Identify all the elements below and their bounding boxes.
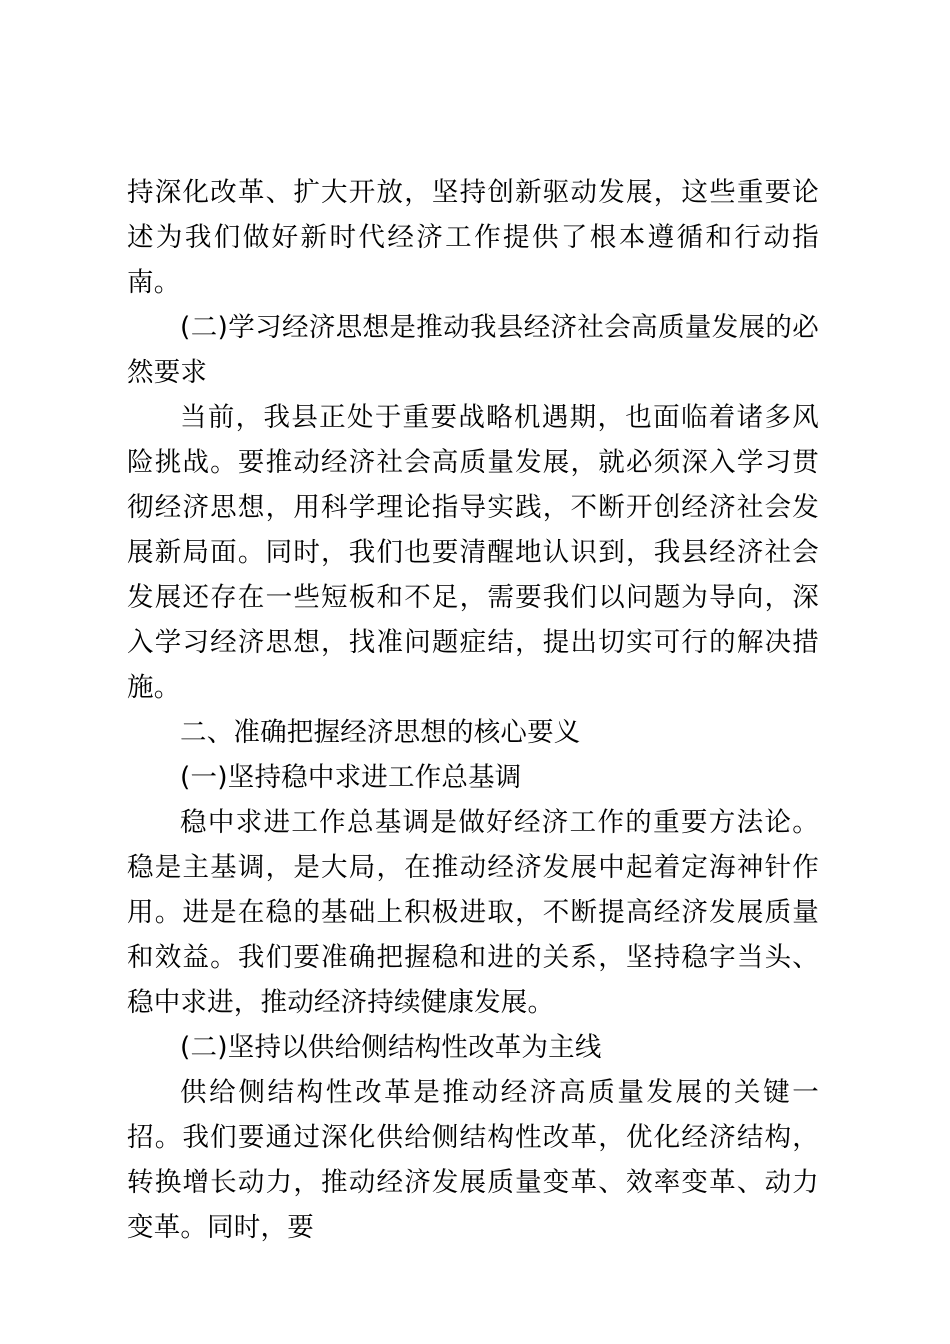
document-page [127, 170, 819, 1250]
paragraph-current-situation: 当前，我县正处于重要战略机遇期，也面临着诸多风险挑战。要推动经济社会高质量发展，就必须深入学习贯彻经济思想，用科学理论指导实践，不断开创经济社会发展新局面。同时，我们也要清醒地认识到，我县经济社会发展还存在一些短板和不足，需要我们以问题为导向，深入学习经济思想，找准问题症结，提出切实可行的解决措施。 [127, 402, 819, 703]
paragraph-continuation: 持深化改革、扩大开放，坚持创新驱动发展，这些重要论述为我们做好新时代经济工作提供了根本遵循和行动指南。 [127, 177, 819, 298]
subheading-steady-progress: (一)坚持稳中求进工作总基调 [180, 762, 522, 793]
subheading-study-requirement: (二)学习经济思想是推动我县经济社会高质量发展的必然要求 [127, 312, 819, 388]
section-heading-core-essentials: 二、准确把握经济思想的核心要义 [180, 717, 581, 748]
paragraph-supply-side-reform: 供给侧结构性改革是推动经济高质量发展的关键一招。我们要通过深化供给侧结构性改革，优化经济结构，转换增长动力，推动经济发展质量变革、效率变革、动力变革。同时，要 [127, 1077, 819, 1243]
subheading-supply-side-reform: (二)坚持以供给侧结构性改革为主线 [180, 1032, 602, 1063]
paragraph-steady-progress: 稳中求进工作总基调是做好经济工作的重要方法论。稳是主基调，是大局，在推动经济发展中起着定海神针作用。进是在稳的基础上积极进取，不断提高经济发展质量和效益。我们要准确把握稳和进的关系，坚持稳字当头、稳中求进，推动经济持续健康发展。 [127, 807, 819, 1018]
